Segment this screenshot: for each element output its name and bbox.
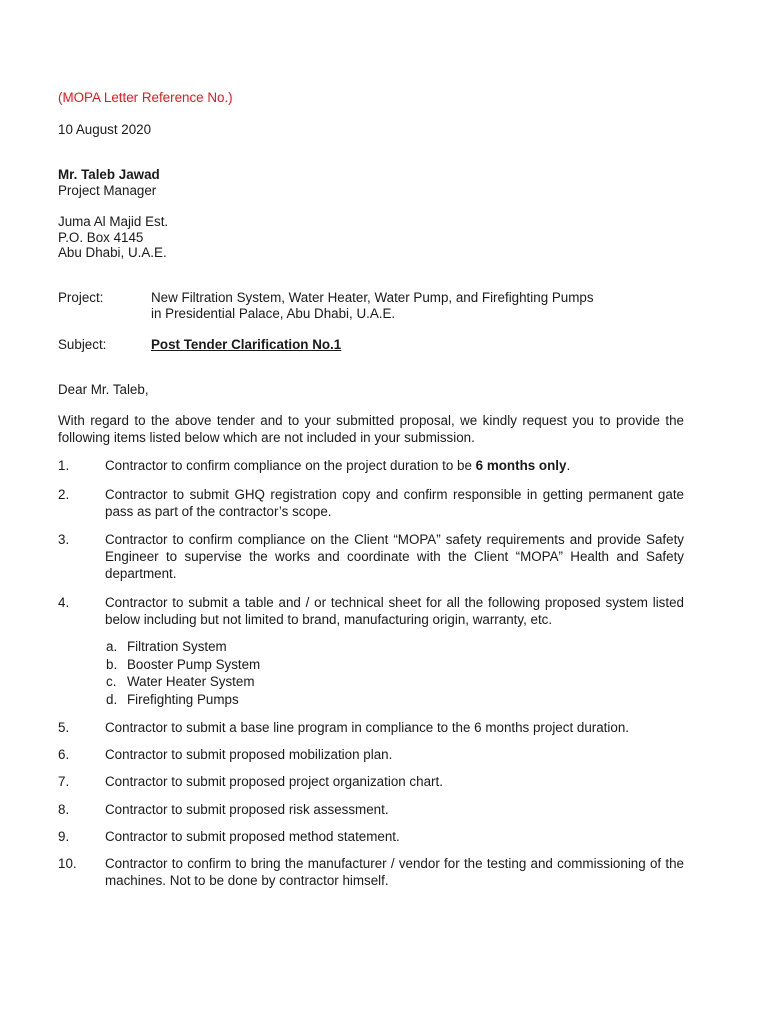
item-text: Contractor to submit proposed method statement. <box>105 829 400 844</box>
letter-date: 10 August 2020 <box>58 122 152 137</box>
duration-emphasis: 6 months only <box>475 458 567 473</box>
item-number: 6. <box>58 747 70 762</box>
item-text: Contractor to submit a table and / or technical sheet for all the following proposed system listed below including but not limited to brand, manufacturing origin, warranty, etc. <box>105 595 684 627</box>
item-text: Contractor to submit proposed project organization chart. <box>105 774 443 789</box>
item-number: 3. <box>58 532 70 547</box>
item-text: Contractor to submit proposed mobilization plan. <box>105 747 393 762</box>
recipient-city: Abu Dhabi, U.A.E. <box>58 245 167 260</box>
item-text: Contractor to submit GHQ registration copy and confirm responsible in getting permanent gate pass as part of the contractor’s scope. <box>105 487 684 519</box>
sub-list-item: b. Booster Pump System <box>106 657 261 672</box>
item-number: 1. <box>58 458 70 473</box>
item-text: Contractor to confirm compliance on the project duration to be 6 months only. <box>105 458 571 473</box>
item-text: Contractor to confirm compliance on the Client “MOPA” safety requirements and provide Safety Engineer to supervise the works and coordinate with the Client “MOPA” Health and Safety department. <box>105 532 684 581</box>
item-text: Contractor to submit a base line program in compliance to the 6 months project duration. <box>105 720 629 735</box>
sub-list-item: d. Firefighting Pumps <box>106 692 239 707</box>
item-number: 7. <box>58 774 70 789</box>
recipient-title: Project Manager <box>58 183 157 198</box>
item-text: Contractor to confirm to bring the manufacturer / vendor for the testing and commissioning of the machines. Not to be done by contractor himself. <box>105 856 684 888</box>
recipient-name: Mr. Taleb Jawad <box>58 167 160 182</box>
item-text: Contractor to submit proposed risk assessment. <box>105 802 389 817</box>
letter-reference: (MOPA Letter Reference No.) <box>58 90 233 105</box>
project-label: Project: <box>58 290 104 305</box>
project-line-2: in Presidential Palace, Abu Dhabi, U.A.E. <box>151 306 396 321</box>
item-number: 10. <box>58 856 77 871</box>
intro-paragraph: With regard to the above tender and to your submitted proposal, we kindly request you to provide the following items listed below which are not included in your submission. <box>58 413 684 445</box>
recipient-company: Juma Al Majid Est. <box>58 214 169 229</box>
subject-label: Subject: <box>58 337 107 352</box>
item-number: 5. <box>58 720 70 735</box>
sub-list-item: c. Water Heater System <box>106 674 255 689</box>
item-number: 9. <box>58 829 70 844</box>
item-number: 4. <box>58 595 70 610</box>
sub-list-item: a. Filtration System <box>106 639 227 654</box>
salutation: Dear Mr. Taleb, <box>58 382 149 397</box>
recipient-po-box: P.O. Box 4145 <box>58 230 144 245</box>
subject-text: Post Tender Clarification No.1 <box>151 337 342 352</box>
project-line-1: New Filtration System, Water Heater, Water Pump, and Firefighting Pumps <box>151 290 594 305</box>
item-number: 2. <box>58 487 70 502</box>
item-number: 8. <box>58 802 70 817</box>
